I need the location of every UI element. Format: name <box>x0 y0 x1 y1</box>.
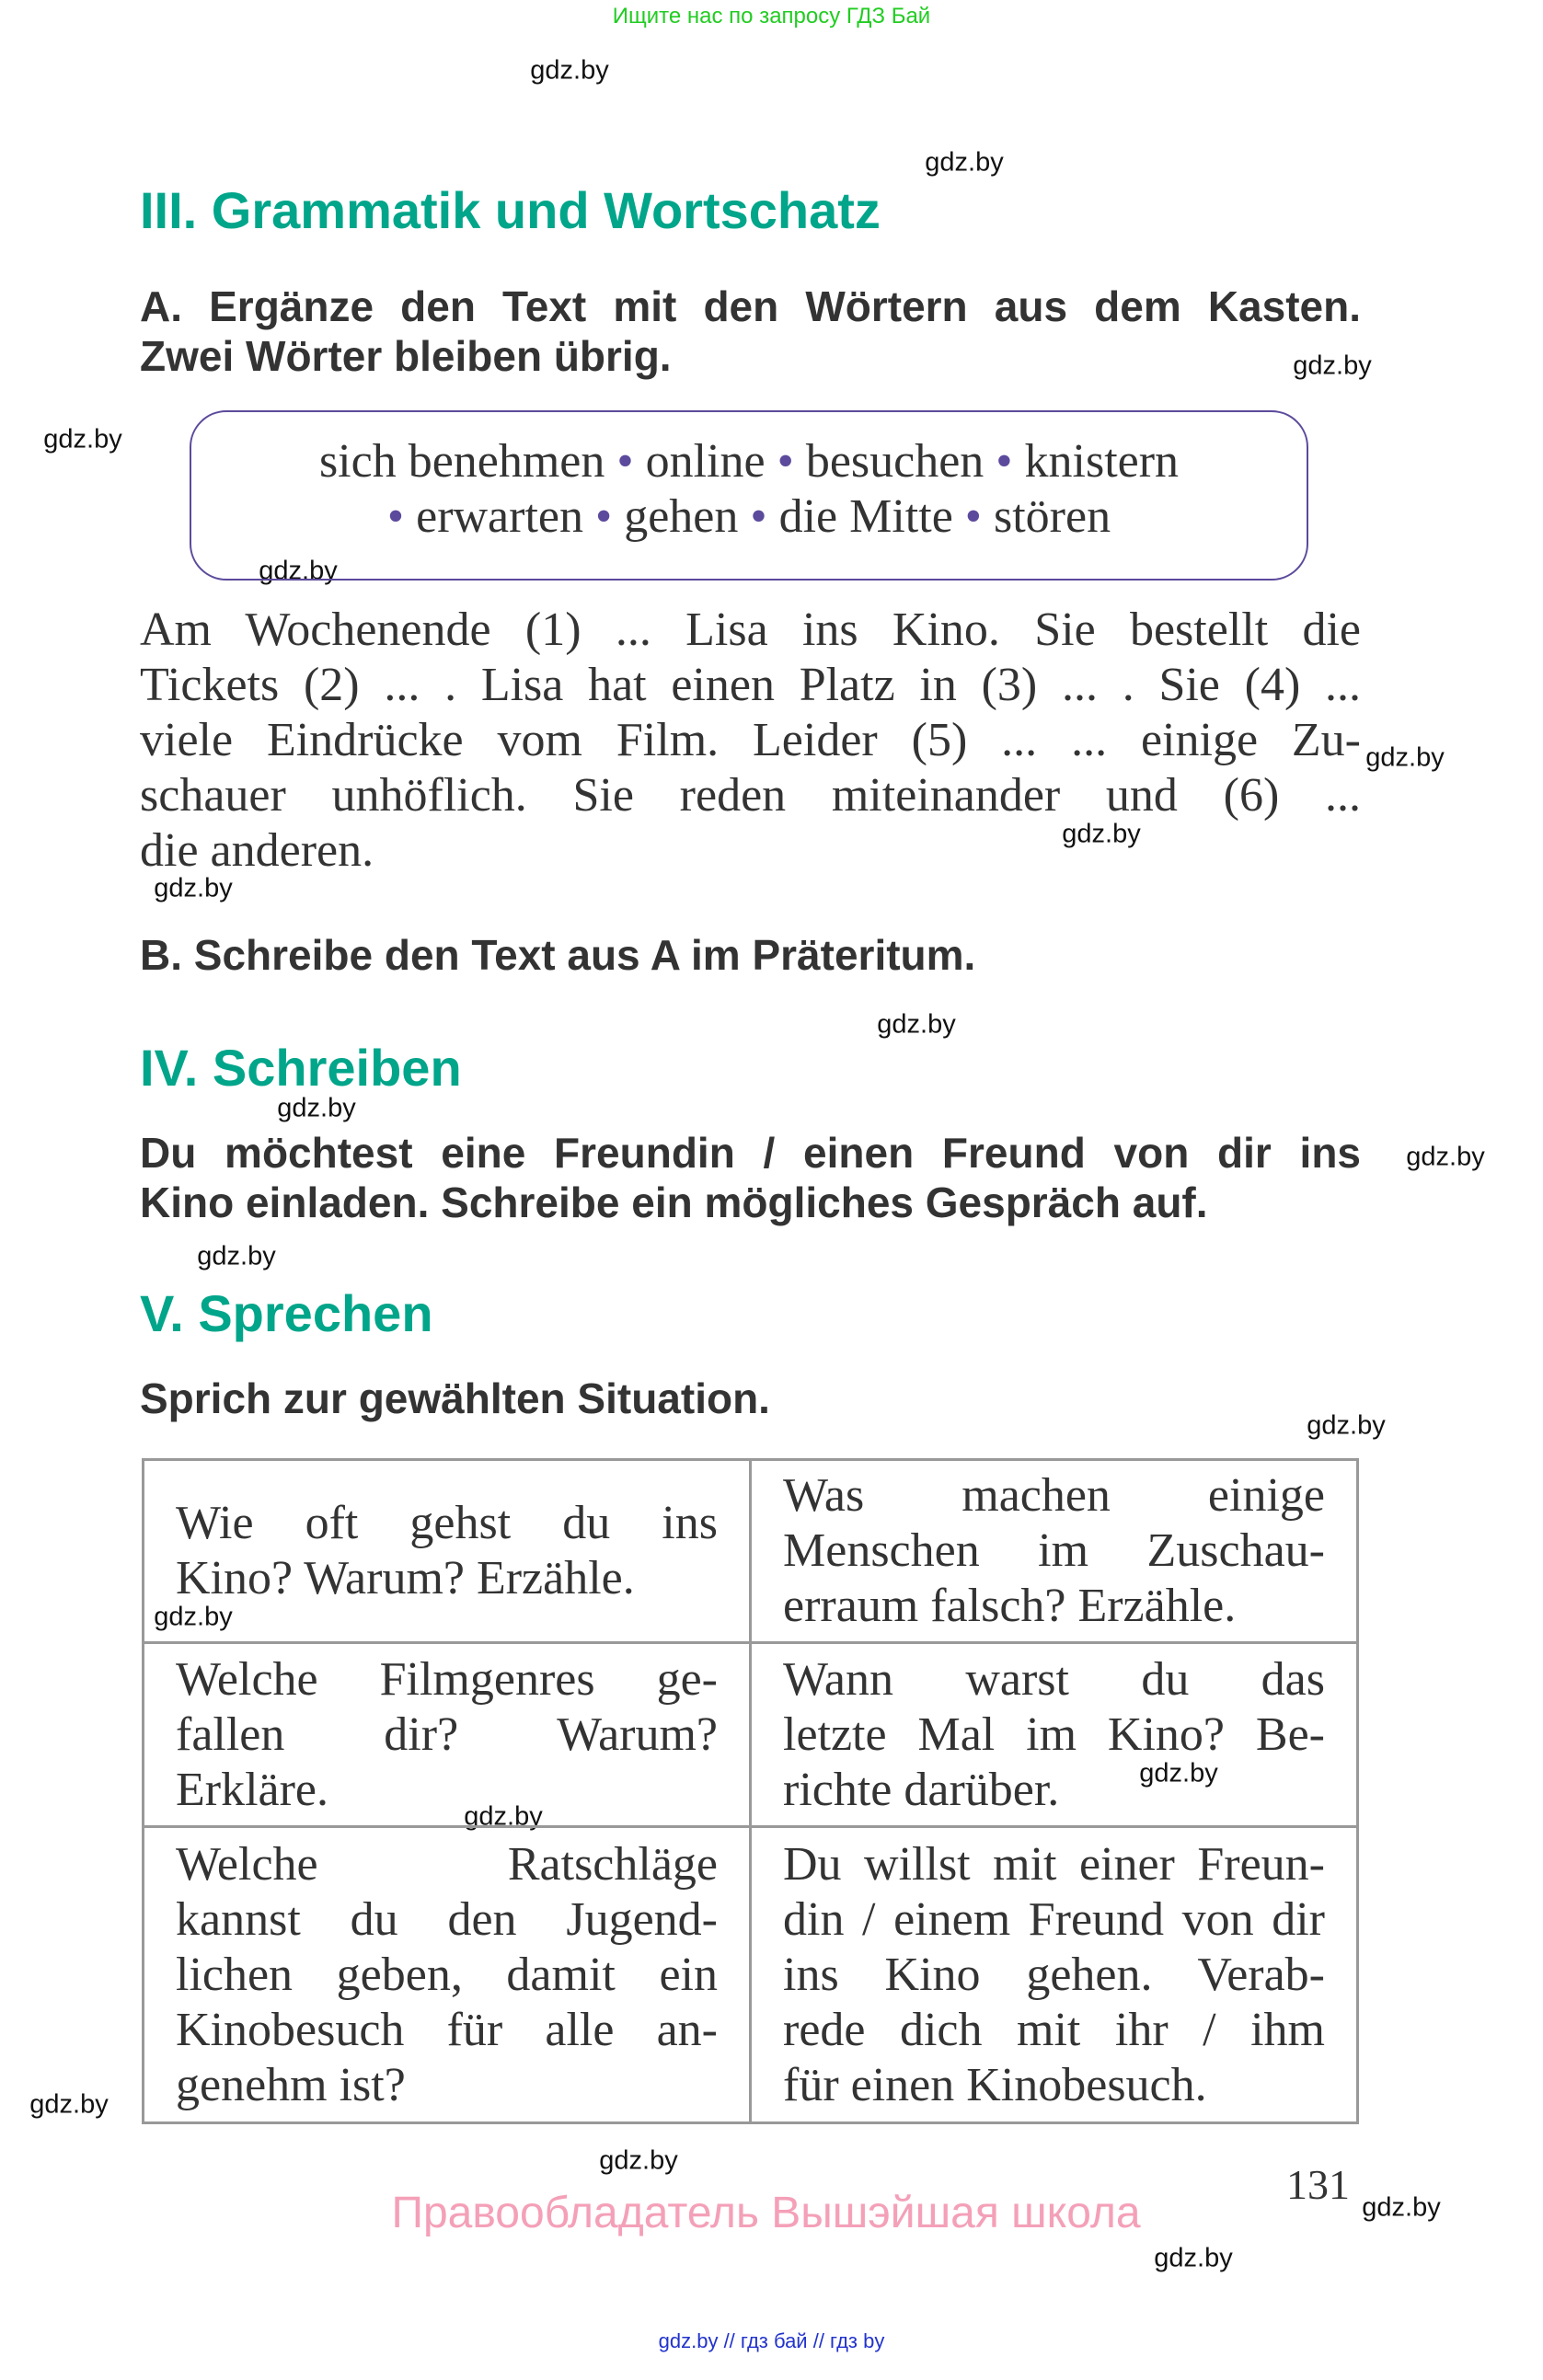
bullet-icon: • <box>750 490 767 543</box>
cell-line: Was machen einige <box>783 1469 1325 1522</box>
paragraph-line: Tickets (2) ... . Lisa hat einen Platz in (3) ... . Sie (4) ... <box>140 659 1361 711</box>
situation-cell <box>144 1460 751 1643</box>
paragraph-line: viele Eindrücke vom Film. Leider (5) ... ... einige Zu- <box>140 714 1361 766</box>
table-row <box>144 1643 1358 1827</box>
situation-cell <box>751 1460 1358 1643</box>
bullet-icon: • <box>777 435 794 488</box>
watermark: gdz.by <box>464 1801 543 1832</box>
situation-cell <box>144 1643 751 1827</box>
cell-line: rede dich mit ihr / ihm <box>783 2003 1325 2056</box>
cell-line: Erkläre. <box>176 1763 329 1816</box>
watermark: gdz.by <box>29 2089 109 2120</box>
section-4-title: IV. Schreiben <box>140 1039 462 1097</box>
watermark: gdz.by <box>1307 1410 1386 1441</box>
bullet-icon: • <box>964 490 982 543</box>
cell-line: für einen Kinobesuch. <box>783 2058 1207 2111</box>
watermark: gdz.by <box>599 2145 678 2176</box>
word: erwarten <box>416 490 583 543</box>
watermark: gdz.by <box>1293 351 1372 381</box>
paragraph-line: schauer unhöflich. Sie reden miteinander und (6) ... <box>140 769 1361 822</box>
bullet-icon: • <box>594 490 613 543</box>
task-line: Du möchtest eine Freundin / einen Freund von dir ins <box>140 1129 1361 1177</box>
cell-line: Welche Ratschläge <box>176 1837 718 1891</box>
cell-line: lichen geben, damit ein <box>176 1948 718 2001</box>
table-row <box>144 1827 1358 2123</box>
watermark: gdz.by <box>154 1602 233 1632</box>
cell-line: kannst du den Jugend- <box>176 1892 718 1946</box>
situation-cell <box>751 1643 1358 1827</box>
bullet-icon: • <box>386 490 405 543</box>
copyright-notice: Правообладатель Вышэйшая школа <box>391 2189 1141 2237</box>
section-3-title: III. Grammatik und Wortschatz <box>140 181 881 239</box>
task-a-line: Zwei Wörter bleiben übrig. <box>140 332 672 380</box>
word-box-line-1 <box>191 434 1307 489</box>
watermark: gdz.by <box>43 424 122 454</box>
section-5-title: V. Sprechen <box>140 1284 433 1342</box>
cell-line: fallen dir? Warum? <box>176 1707 718 1761</box>
paragraph-line: Am Wochenende (1) ... Lisa ins Kino. Sie bestellt die <box>140 604 1361 656</box>
word: die Mitte <box>778 490 953 543</box>
word-box <box>190 410 1308 581</box>
watermark: gdz.by <box>1139 1758 1218 1788</box>
table-row <box>144 1460 1358 1643</box>
word: knistern <box>1024 435 1180 488</box>
situation-cell <box>144 1827 751 2123</box>
word: besuchen <box>805 435 985 488</box>
cell-line: ins Kino gehen. Verab- <box>783 1948 1325 2001</box>
gap-text-paragraph <box>140 603 1361 879</box>
watermark: gdz.by <box>925 147 1004 178</box>
cell-line: Menschen im Zuschau- <box>783 1524 1325 1577</box>
watermark: gdz.by <box>1362 2192 1441 2223</box>
word: gehen <box>624 490 739 543</box>
watermark: gdz.by <box>154 873 233 903</box>
section-4-task <box>140 1128 1361 1227</box>
task-b-instruction: B. Schreibe den Text aus A im Präteritum. <box>140 931 976 979</box>
word: online <box>645 435 766 488</box>
cell-line: din / einem Freund von dir <box>783 1892 1325 1946</box>
situation-cell <box>751 1827 1358 2123</box>
section-5-task: Sprich zur gewählten Situation. <box>140 1374 770 1422</box>
word-box-line-2 <box>191 489 1307 544</box>
bullet-icon: • <box>996 435 1013 488</box>
word: sich benehmen <box>318 435 605 488</box>
cell-line: Welche Filmgenres ge- <box>176 1652 718 1706</box>
cell-line: Wie oft gehst du ins <box>176 1497 718 1549</box>
watermark: gdz.by <box>1062 819 1141 849</box>
word: stören <box>994 490 1111 543</box>
cell-line: genehm ist? <box>176 2058 406 2111</box>
cell-line: erraum falsch? Erzähle. <box>783 1580 1237 1632</box>
cell-line: Kinobesuch für alle an- <box>176 2003 718 2056</box>
task-a-line: A. Ergänze den Text mit den Wörtern aus dem Kasten. <box>140 282 1361 330</box>
watermark: gdz.by <box>1365 742 1445 773</box>
task-a-instruction <box>140 282 1361 381</box>
watermark: gdz.by <box>277 1093 356 1123</box>
task-line: Kino einladen. Schreibe ein mögliches Gespräch auf. <box>140 1179 1208 1226</box>
watermark: gdz.by <box>877 1009 956 1040</box>
watermark: gdz.by <box>259 556 338 586</box>
cell-line: letzte Mal im Kino? Be- <box>783 1707 1325 1761</box>
paragraph-line: die anderen. <box>140 824 374 877</box>
bullet-icon: • <box>616 435 634 488</box>
watermark: gdz.by <box>1406 1142 1485 1172</box>
watermark: gdz.by <box>1154 2243 1233 2273</box>
page-number: 131 <box>1286 2161 1350 2208</box>
cell-line: Kino? Warum? Erzähle. <box>176 1552 635 1604</box>
footer-links[interactable]: gdz.by // гдз бай // гдз by <box>658 2329 885 2352</box>
watermark: gdz.by <box>530 55 609 86</box>
cell-line: richte darüber. <box>783 1763 1060 1816</box>
top-banner: Ищите нас по запросу ГДЗ Бай <box>612 4 931 29</box>
cell-line: Du willst mit einer Freun- <box>783 1837 1325 1891</box>
watermark: gdz.by <box>197 1241 276 1271</box>
situations-table <box>142 1458 1359 2124</box>
cell-line: Wann warst du das <box>783 1652 1325 1706</box>
